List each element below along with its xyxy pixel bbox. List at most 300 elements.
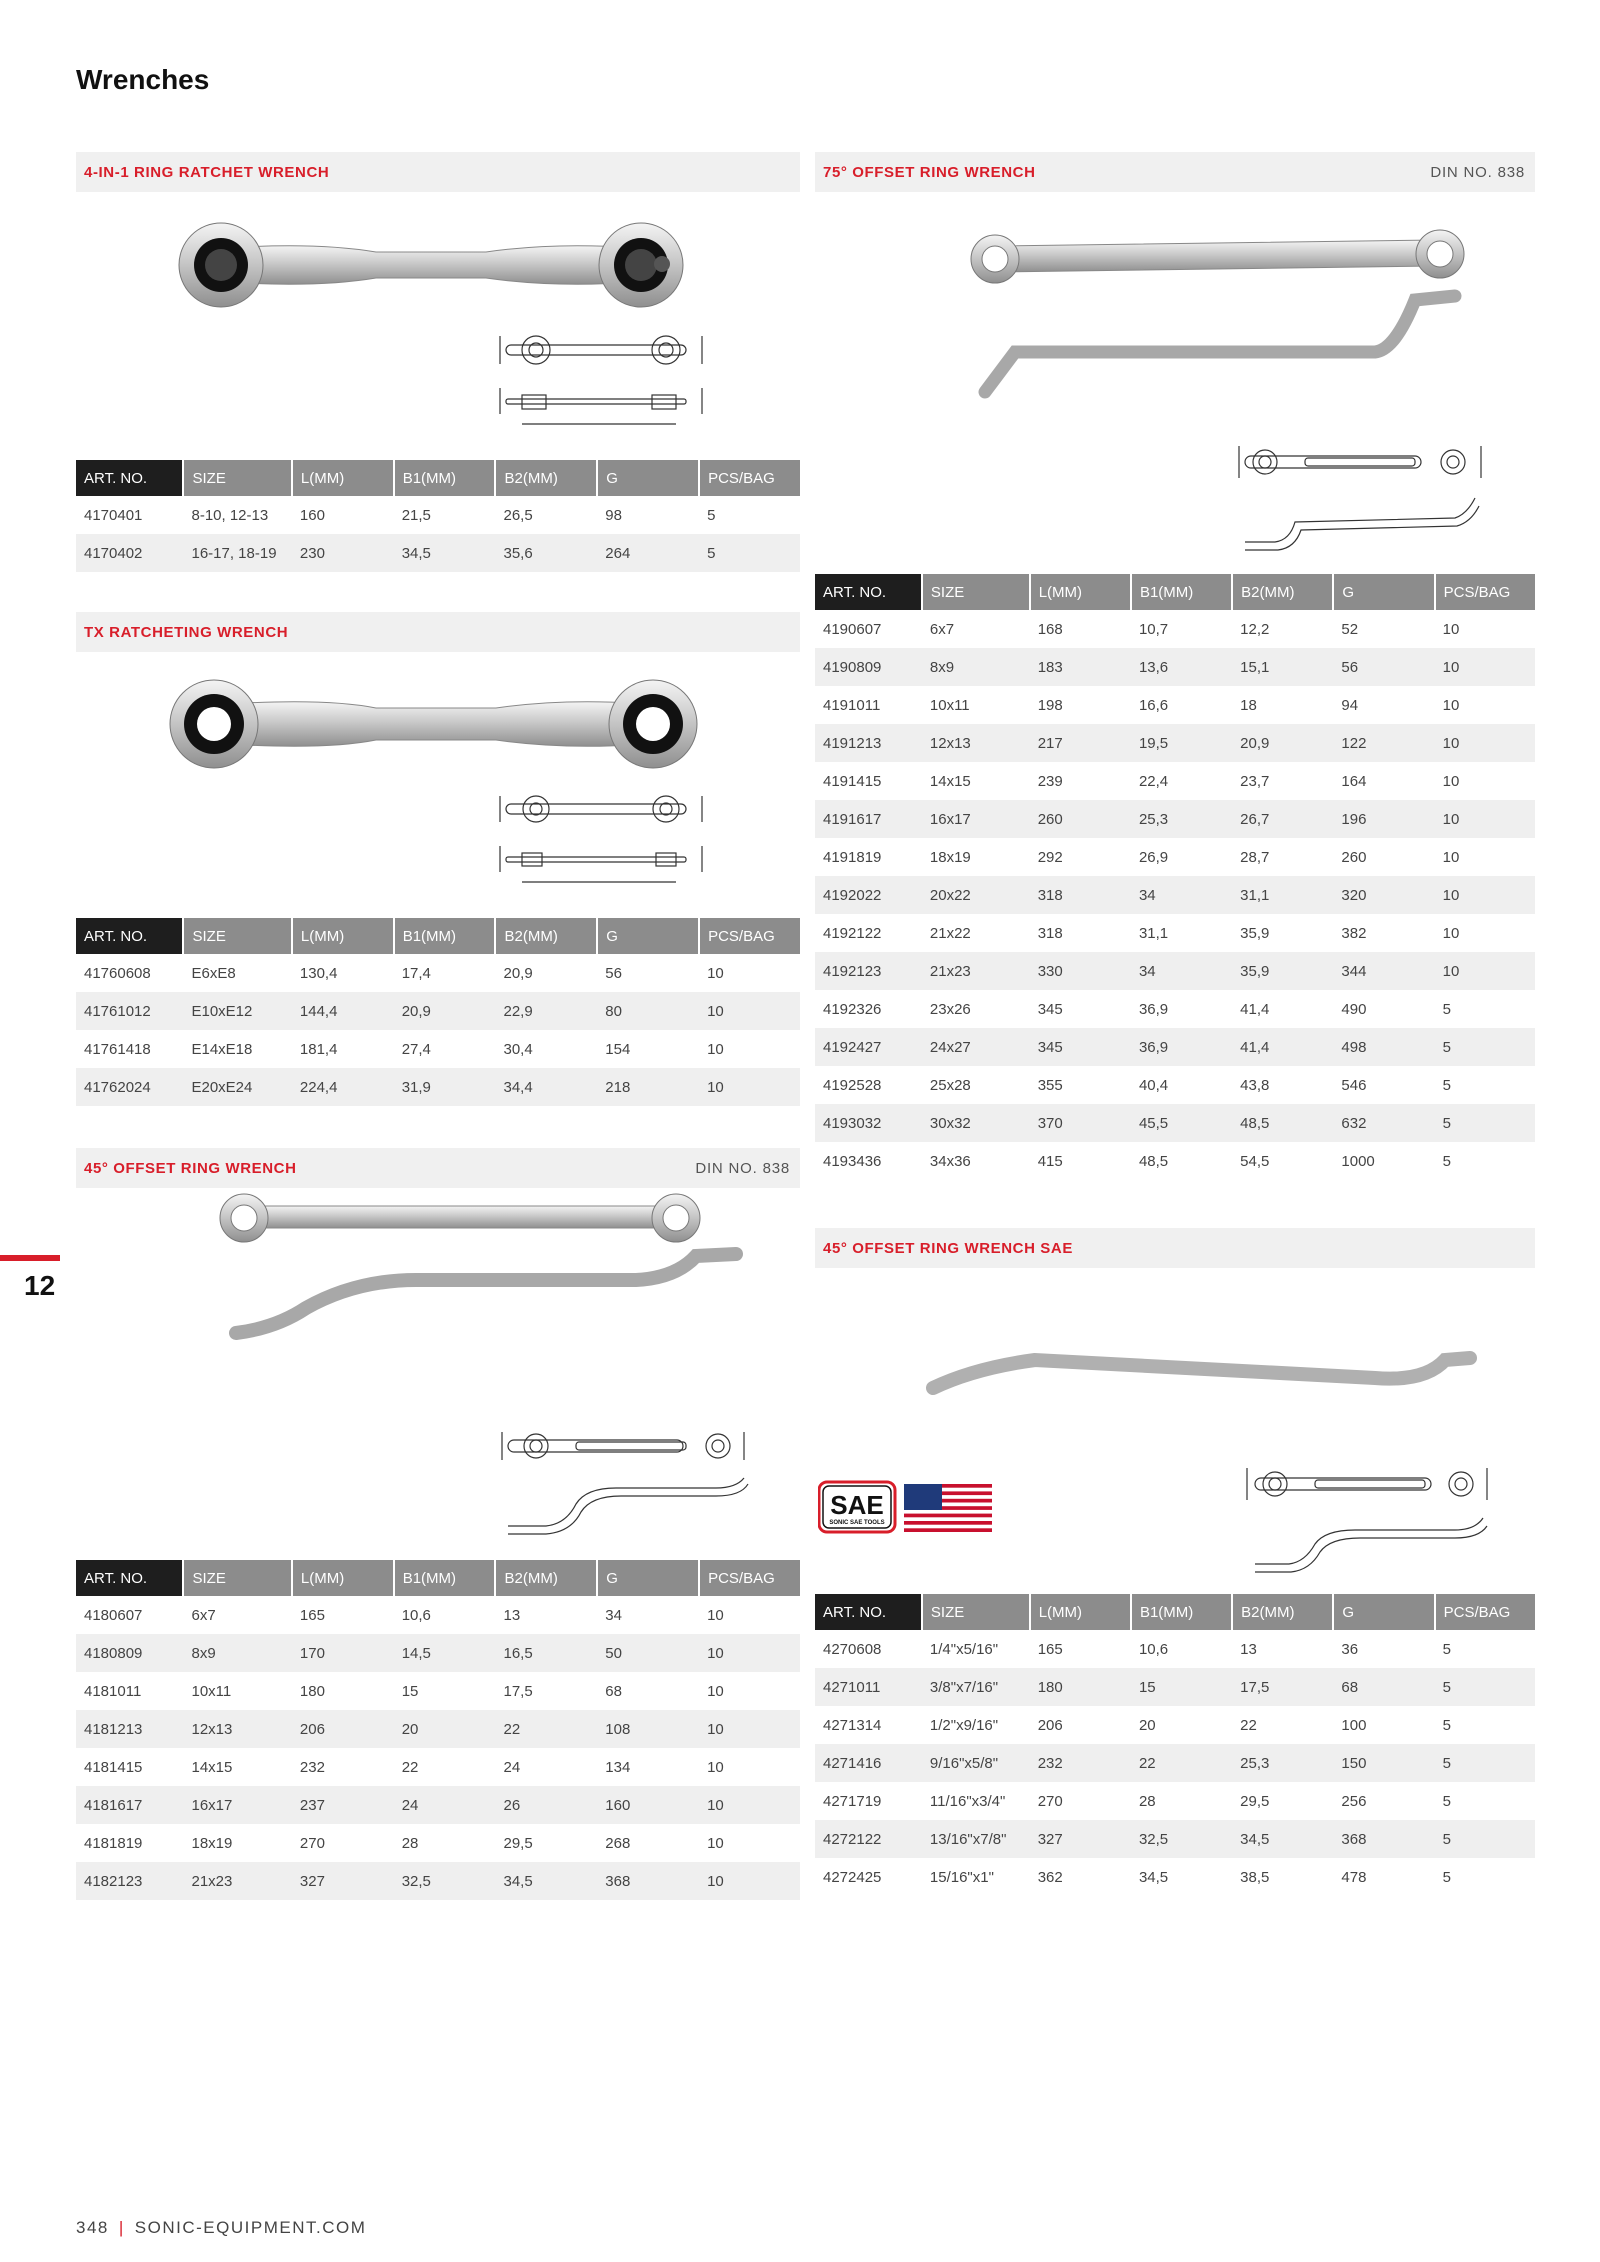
- table-cell: 24: [503, 1758, 521, 1776]
- column-header: L(MM): [1030, 1594, 1131, 1630]
- table-row: [76, 992, 800, 1030]
- table-row: [815, 1028, 1535, 1066]
- column-header: G: [1333, 574, 1434, 610]
- table-cell: 21x23: [183, 1862, 291, 1900]
- table-cell: 12,2: [1240, 620, 1270, 638]
- table-cell: 260: [1030, 800, 1131, 838]
- table-cell: 34x36: [929, 1152, 971, 1170]
- table-row: [815, 1066, 1535, 1104]
- table-cell: 22,4: [1138, 772, 1169, 790]
- table-cell: 168: [1037, 620, 1063, 638]
- table-cell: 24: [394, 1786, 496, 1824]
- table-cell: 232: [299, 1758, 325, 1776]
- table-cell: 4191415: [823, 772, 882, 790]
- table-cell: 35,9: [1232, 952, 1333, 990]
- table-cell: 21x23: [922, 952, 1030, 990]
- table-cell: 16,6: [1138, 696, 1169, 714]
- table-cell: 180: [299, 1682, 325, 1700]
- table-cell: 13: [503, 1606, 521, 1624]
- table-cell: 18x19: [191, 1834, 233, 1852]
- table-cell: 22,9: [495, 992, 597, 1030]
- table-header-row: [815, 574, 1535, 610]
- table-cell: 368: [1333, 1820, 1434, 1858]
- table-cell: 30x32: [922, 1104, 1030, 1142]
- table-cell: 330: [1030, 952, 1131, 990]
- table-cell: 4180809: [76, 1634, 183, 1672]
- table-cell: 230: [292, 534, 394, 572]
- column-header: PCS/BAG: [699, 460, 800, 496]
- table-cell: 134: [605, 1758, 631, 1776]
- table-cell: 10: [1435, 952, 1535, 990]
- table-row: [815, 1104, 1535, 1142]
- table-cell: 41761012: [76, 992, 183, 1030]
- table-cell: 28: [401, 1834, 419, 1852]
- table-cell: 15/16"x1": [929, 1868, 994, 1886]
- table-cell: 10,6: [401, 1606, 431, 1624]
- table-row: [815, 876, 1535, 914]
- table-cell: 5: [1442, 1716, 1451, 1734]
- column-header: B2(MM): [1232, 574, 1333, 610]
- table-cell: 4181415: [84, 1758, 143, 1776]
- table-cell: 355: [1037, 1076, 1063, 1094]
- table-cell: 4181617: [76, 1786, 183, 1824]
- table-cell: 256: [1341, 1792, 1367, 1810]
- table-cell: 22: [401, 1758, 419, 1776]
- table-cell: 632: [1333, 1104, 1434, 1142]
- column-header: B2(MM): [495, 460, 597, 496]
- table-cell: 12x13: [922, 724, 1030, 762]
- section-45-offset-sae: [815, 1228, 1535, 1896]
- table-cell: 10: [699, 1786, 800, 1824]
- table-row: [815, 838, 1535, 876]
- table-row: [76, 1634, 800, 1672]
- table-cell: 45,5: [1131, 1104, 1232, 1142]
- table-row: [76, 496, 800, 534]
- table-cell: 22: [495, 1710, 597, 1748]
- table-cell: 15: [1131, 1668, 1232, 1706]
- table-cell: 415: [1037, 1152, 1063, 1170]
- table-row: [76, 1596, 800, 1634]
- table-row: [76, 1862, 800, 1900]
- table-cell: 10,6: [1138, 1640, 1169, 1658]
- table-cell: 164: [1341, 772, 1367, 790]
- table-cell: 5: [1442, 1000, 1451, 1018]
- table-cell: 237: [292, 1786, 394, 1824]
- table-row: [815, 610, 1535, 648]
- table-row: [815, 1630, 1535, 1668]
- product-illustration: [76, 652, 800, 918]
- column-header: G: [597, 1560, 699, 1596]
- table-cell: 34,5: [394, 534, 496, 572]
- table-cell: 94: [1341, 696, 1359, 714]
- table-cell: 206: [292, 1710, 394, 1748]
- column-header: ART. NO.: [815, 574, 922, 610]
- table-cell: 26,9: [1138, 848, 1169, 866]
- column-header: PCS/BAG: [699, 1560, 800, 1596]
- table-cell: 10: [1435, 724, 1535, 762]
- website-link[interactable]: SONIC-EQUIPMENT.COM: [134, 2218, 367, 2237]
- column-header: B1(MM): [1131, 1594, 1232, 1630]
- table-cell: 48,5: [1232, 1104, 1333, 1142]
- table-row: [76, 534, 800, 572]
- table-cell: 327: [1030, 1820, 1131, 1858]
- table-cell: 10: [699, 1862, 800, 1900]
- offset-wrench-image: [815, 192, 1535, 574]
- table-cell: 18x19: [929, 848, 971, 866]
- spec-table: [76, 1560, 800, 1900]
- offset-wrench-image: [76, 1188, 800, 1560]
- table-row: [815, 724, 1535, 762]
- table-cell: 32,5: [394, 1862, 496, 1900]
- table-cell: 100: [1341, 1716, 1367, 1734]
- table-cell: 8x9: [183, 1634, 291, 1672]
- table-cell: 370: [1030, 1104, 1131, 1142]
- table-cell: 130,4: [299, 964, 338, 982]
- table-cell: 5: [1435, 1028, 1535, 1066]
- table-row: [76, 1824, 800, 1862]
- table-cell: 4272122: [815, 1820, 922, 1858]
- table-cell: 16x17: [922, 800, 1030, 838]
- table-cell: 5: [1442, 1076, 1451, 1094]
- table-row: [815, 762, 1535, 800]
- table-cell: 32,5: [1131, 1820, 1232, 1858]
- section-title: 45° OFFSET RING WRENCH SAE: [823, 1239, 1073, 1257]
- table-cell: 170: [292, 1634, 394, 1672]
- column-header: B2(MM): [495, 1560, 597, 1596]
- footer-separator: |: [118, 2218, 125, 2237]
- section-header: [815, 152, 1535, 192]
- table-row: [815, 686, 1535, 724]
- column-header: G: [597, 460, 699, 496]
- table-cell: 268: [605, 1834, 631, 1852]
- table-cell: 327: [292, 1862, 394, 1900]
- table-cell: 165: [299, 1606, 325, 1624]
- table-cell: 160: [299, 506, 325, 524]
- tx-wrench-image: [76, 652, 800, 918]
- table-cell: 38,5: [1240, 1868, 1270, 1886]
- column-header: G: [597, 918, 699, 954]
- table-cell: 160: [597, 1786, 699, 1824]
- product-illustration: [76, 1188, 800, 1560]
- table-cell: 4193032: [815, 1104, 922, 1142]
- column-header: SIZE: [922, 1594, 1030, 1630]
- table-cell: 14x15: [191, 1758, 233, 1776]
- column-header: G: [1333, 1594, 1434, 1630]
- table-cell: 29,5: [503, 1834, 533, 1852]
- sae-badge: [818, 1478, 996, 1541]
- table-cell: 50: [597, 1634, 699, 1672]
- table-cell: 4170401: [84, 506, 143, 524]
- table-cell: 34,4: [495, 1068, 597, 1106]
- table-cell: 10: [1435, 876, 1535, 914]
- table-cell: 260: [1341, 848, 1367, 866]
- table-row: [76, 1030, 800, 1068]
- table-cell: 36,9: [1131, 1028, 1232, 1066]
- table-cell: 41,4: [1232, 1028, 1333, 1066]
- table-row: [76, 954, 800, 992]
- table-cell: 35,9: [1240, 924, 1270, 942]
- table-cell: 13,6: [1131, 648, 1232, 686]
- table-cell: 10x11: [929, 696, 970, 714]
- chapter-tab-number: 12: [24, 1270, 56, 1301]
- table-cell: 1000: [1341, 1152, 1375, 1170]
- table-cell: 4182123: [76, 1862, 183, 1900]
- table-cell: 21x22: [929, 924, 971, 942]
- table-cell: 8x9: [922, 648, 1030, 686]
- table-cell: 6x7: [929, 620, 955, 638]
- table-cell: 10: [1435, 800, 1535, 838]
- table-cell: 10: [707, 1606, 724, 1624]
- sae-offset-wrench-image: [815, 1268, 1535, 1594]
- table-header-row: [76, 918, 800, 954]
- table-cell: 31,9: [394, 1068, 496, 1106]
- table-cell: 56: [605, 964, 622, 982]
- table-cell: 52: [1341, 620, 1359, 638]
- table-cell: 218: [597, 1068, 699, 1106]
- table-row: [815, 800, 1535, 838]
- column-header: SIZE: [183, 918, 291, 954]
- table-cell: 4191213: [815, 724, 922, 762]
- table-cell: 4170402: [76, 534, 183, 572]
- column-header: ART. NO.: [76, 1560, 183, 1596]
- table-row: [815, 1668, 1535, 1706]
- table-cell: 4192122: [823, 924, 882, 942]
- table-cell: 5: [699, 534, 800, 572]
- table-cell: 41761418: [84, 1040, 151, 1058]
- table-cell: 13: [1240, 1640, 1257, 1658]
- table-cell: 150: [1333, 1744, 1434, 1782]
- table-row: [76, 1786, 800, 1824]
- table-row: [815, 914, 1535, 952]
- table-row: [76, 1710, 800, 1748]
- page-footer: [76, 2218, 366, 2238]
- table-cell: 4272425: [823, 1868, 882, 1886]
- table-header-row: [76, 460, 800, 496]
- column-header: L(MM): [292, 1560, 394, 1596]
- table-cell: 20: [394, 1710, 496, 1748]
- table-cell: 5: [707, 506, 716, 524]
- table-cell: 22: [1131, 1744, 1232, 1782]
- table-header-row: [815, 1594, 1535, 1630]
- table-cell: 198: [1037, 696, 1063, 714]
- table-cell: 10: [707, 1834, 724, 1852]
- table-cell: 8-10, 12-13: [191, 506, 269, 524]
- table-row: [815, 648, 1535, 686]
- table-cell: 368: [597, 1862, 699, 1900]
- table-cell: 4180607: [84, 1606, 143, 1624]
- table-cell: 10: [699, 1068, 800, 1106]
- column-header: B1(MM): [394, 1560, 496, 1596]
- table-cell: 25,3: [1131, 800, 1232, 838]
- table-cell: 270: [1037, 1792, 1063, 1810]
- table-cell: 41,4: [1240, 1000, 1270, 1018]
- spec-table: [76, 460, 800, 572]
- column-header: SIZE: [183, 1560, 291, 1596]
- column-header: ART. NO.: [76, 460, 183, 496]
- table-cell: 4192528: [823, 1076, 882, 1094]
- section-title: 75° OFFSET RING WRENCH: [823, 163, 1036, 181]
- table-cell: 25,3: [1232, 1744, 1333, 1782]
- table-cell: 22: [1240, 1716, 1257, 1734]
- table-cell: 13/16"x7/8": [922, 1820, 1030, 1858]
- table-header-row: [76, 1560, 800, 1596]
- table-cell: 180: [1030, 1668, 1131, 1706]
- page-number: 348: [76, 2218, 109, 2237]
- column-header: B2(MM): [495, 918, 597, 954]
- table-cell: 28,7: [1240, 848, 1270, 866]
- table-cell: 34,5: [1232, 1820, 1333, 1858]
- table-cell: 6x7: [191, 1606, 216, 1624]
- table-cell: 5: [1435, 1820, 1535, 1858]
- table-cell: 11/16"x3/4": [929, 1792, 1006, 1810]
- table-cell: 15,1: [1232, 648, 1333, 686]
- table-cell: 4271011: [815, 1668, 922, 1706]
- spec-table: [815, 574, 1535, 1180]
- table-cell: 10: [707, 1682, 724, 1700]
- table-cell: 4192123: [815, 952, 922, 990]
- table-row: [815, 1142, 1535, 1180]
- table-cell: 4271314: [823, 1716, 882, 1734]
- section-header: [76, 1148, 800, 1188]
- table-cell: 10: [1442, 772, 1460, 790]
- table-row: [76, 1068, 800, 1106]
- table-cell: 4191819: [823, 848, 882, 866]
- table-cell: 34,5: [495, 1862, 597, 1900]
- table-cell: 4192022: [815, 876, 922, 914]
- sae-flag-icon: [818, 1478, 996, 1536]
- table-cell: 183: [1030, 648, 1131, 686]
- table-cell: 10x11: [191, 1682, 232, 1700]
- table-cell: 546: [1341, 1076, 1367, 1094]
- table-cell: 232: [1030, 1744, 1131, 1782]
- table-cell: 41760608: [84, 964, 151, 982]
- section-header: [815, 1228, 1535, 1268]
- table-cell: 20: [1138, 1716, 1156, 1734]
- table-cell: 23,7: [1240, 772, 1270, 790]
- table-cell: 144,4: [292, 992, 394, 1030]
- table-cell: 217: [1030, 724, 1131, 762]
- table-row: [815, 1706, 1535, 1744]
- table-cell: 122: [1333, 724, 1434, 762]
- table-cell: 239: [1037, 772, 1063, 790]
- table-cell: 9/16"x5/8": [922, 1744, 1030, 1782]
- table-cell: 5: [1435, 1104, 1535, 1142]
- section-title: TX RATCHETING WRENCH: [84, 623, 289, 641]
- table-cell: 4181011: [84, 1682, 142, 1700]
- table-cell: 54,5: [1240, 1152, 1270, 1170]
- table-cell: 98: [605, 506, 622, 524]
- table-cell: 20,9: [1232, 724, 1333, 762]
- table-row: [815, 1744, 1535, 1782]
- table-cell: 41762024: [76, 1068, 183, 1106]
- table-cell: 35,6: [495, 534, 597, 572]
- column-header: B1(MM): [394, 460, 496, 496]
- table-cell: 10: [699, 992, 800, 1030]
- table-cell: 40,4: [1138, 1076, 1169, 1094]
- table-cell: 10: [1442, 848, 1460, 866]
- table-cell: 478: [1341, 1868, 1367, 1886]
- column-header: PCS/BAG: [1435, 574, 1535, 610]
- table-cell: 23x26: [929, 1000, 971, 1018]
- table-cell: 4181213: [76, 1710, 183, 1748]
- table-cell: 4192326: [823, 1000, 882, 1018]
- table-cell: 196: [1333, 800, 1434, 838]
- table-cell: 5: [1442, 1868, 1451, 1886]
- table-cell: 1/2"x9/16": [929, 1716, 999, 1734]
- table-cell: 5: [1442, 1640, 1451, 1658]
- table-cell: 17,5: [1232, 1668, 1333, 1706]
- table-cell: 4193436: [823, 1152, 882, 1170]
- table-row: [815, 990, 1535, 1028]
- table-row: [76, 1672, 800, 1710]
- table-cell: 165: [1037, 1640, 1063, 1658]
- table-cell: 12x13: [183, 1710, 291, 1748]
- din-number: DIN NO. 838: [695, 1159, 790, 1177]
- table-cell: 14,5: [394, 1634, 496, 1672]
- column-header: PCS/BAG: [699, 918, 800, 954]
- product-illustration: [76, 192, 800, 460]
- table-cell: 108: [597, 1710, 699, 1748]
- table-cell: 264: [597, 534, 699, 572]
- table-cell: 4190607: [823, 620, 882, 638]
- spec-table: [815, 1594, 1535, 1896]
- table-cell: 224,4: [292, 1068, 394, 1106]
- chapter-tab-marker: [0, 1255, 60, 1261]
- table-cell: 10: [1435, 648, 1535, 686]
- table-cell: 29,5: [1240, 1792, 1270, 1810]
- table-cell: 4191011: [823, 696, 881, 714]
- table-cell: 270: [299, 1834, 325, 1852]
- table-cell: 344: [1333, 952, 1434, 990]
- spec-table: [76, 918, 800, 1106]
- table-cell: 34: [1131, 952, 1232, 990]
- table-cell: 10,7: [1138, 620, 1169, 638]
- table-cell: 25x28: [929, 1076, 971, 1094]
- table-cell: 18: [1240, 696, 1257, 714]
- table-cell: 16x17: [183, 1786, 291, 1824]
- table-cell: 17,4: [401, 964, 431, 982]
- table-cell: 31,1: [1138, 924, 1169, 942]
- table-cell: 181,4: [299, 1040, 338, 1058]
- table-cell: 26: [495, 1786, 597, 1824]
- table-cell: 345: [1037, 1000, 1063, 1018]
- table-row: [815, 1858, 1535, 1896]
- table-cell: 10: [699, 1710, 800, 1748]
- table-cell: E10xE12: [183, 992, 291, 1030]
- table-cell: 154: [605, 1040, 631, 1058]
- section-75-offset: [815, 152, 1535, 1180]
- table-cell: 26,5: [503, 506, 533, 524]
- product-illustration: [815, 192, 1535, 574]
- table-cell: 34: [605, 1606, 622, 1624]
- section-title: 45° OFFSET RING WRENCH: [84, 1159, 297, 1177]
- column-header: B1(MM): [1131, 574, 1232, 610]
- table-cell: 20x22: [922, 876, 1030, 914]
- section-4in1-ratchet: [76, 152, 800, 572]
- table-cell: 1/4"x5/16": [929, 1640, 999, 1658]
- table-row: [76, 1748, 800, 1786]
- table-cell: 4181819: [84, 1834, 143, 1852]
- table-row: [815, 1782, 1535, 1820]
- table-cell: 28: [1138, 1792, 1156, 1810]
- sae-badge-subtext: SONIC SAE TOOLS: [829, 1520, 885, 1526]
- table-cell: 16-17, 18-19: [183, 534, 291, 572]
- ratchet-wrench-image: [76, 192, 800, 460]
- table-cell: 19,5: [1131, 724, 1232, 762]
- column-header: SIZE: [183, 460, 291, 496]
- table-cell: E6xE8: [191, 964, 236, 982]
- table-cell: 4191617: [815, 800, 922, 838]
